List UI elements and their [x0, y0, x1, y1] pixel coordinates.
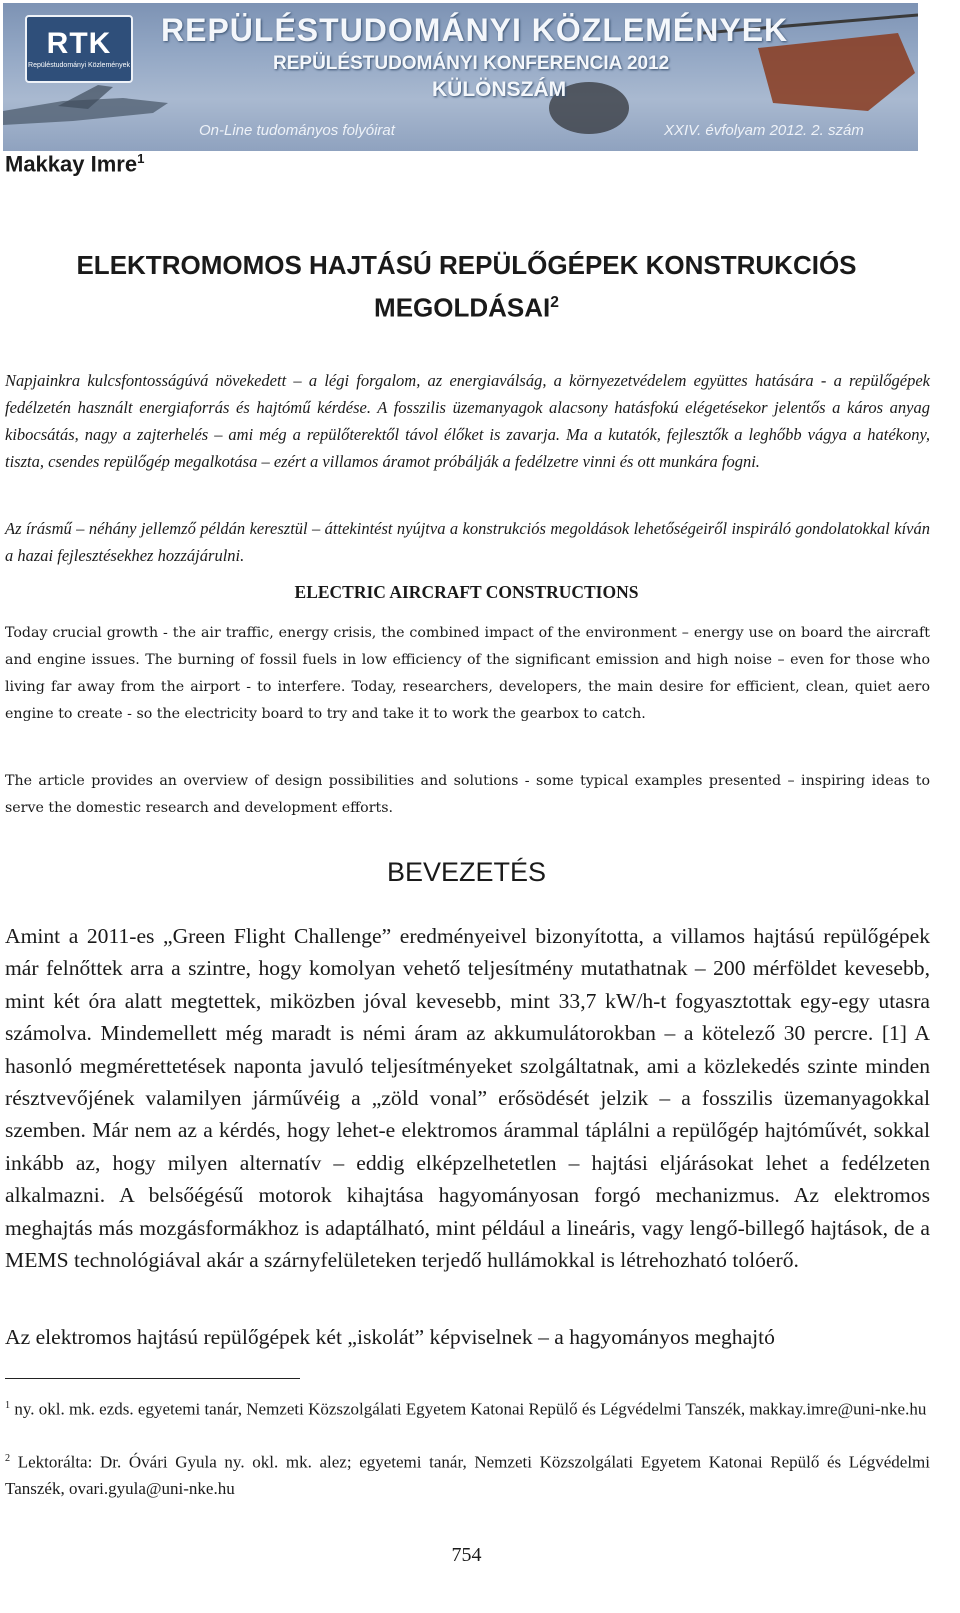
title-footnote-mark: 2 [550, 294, 559, 311]
footnote-mark: 2 [5, 1453, 11, 1464]
conference-title: REPÜLÉSTUDOMÁNYI KONFERENCIA 2012 [273, 53, 670, 74]
body-paragraph: Az elektromos hajtású repülőgépek két „iskolát” képviselnek – a hagyományos meghajtó [5, 1325, 775, 1349]
author-name-text: Makkay Imre [5, 151, 138, 177]
abstract-en-paragraph: Today crucial growth - the air traffic, energy crisis, the combined impact of the environment – energy use on board the aircraft and engine issues. The burning of fossil fuels in low efficiency of the significant emission and high noise – even for those who living far away from the airport - to interfere. Today, researchers, developers, the main desire for efficient, clean, quiet aero engine to create - so the electricity board to try and take it to work the gearbox to catch. [5, 625, 930, 722]
footnote [5, 1393, 930, 1423]
online-journal-label: On-Line tudományos folyóirat [199, 122, 395, 139]
logo-text: RTK [46, 27, 112, 60]
rtk-logo [25, 15, 133, 83]
paper-title-line1: ELEKTROMOMOS HAJTÁSÚ REPÜLŐGÉPEK KONSTRUKCIÓS [76, 250, 857, 280]
abstract-en-paragraph: The article provides an overview of design possibilities and solutions - some typical examples presented – inspiring ideas to serve the domestic research and development efforts. [5, 773, 930, 816]
footnote [5, 1446, 930, 1502]
author-name [5, 151, 144, 177]
page-number: 754 [451, 1544, 482, 1566]
english-title: ELECTRIC AIRCRAFT CONSTRUCTIONS [294, 582, 639, 602]
logo-subtext: Repüléstudományi Közlemények [28, 62, 130, 69]
body-paragraph: Amint a 2011-es „Green Flight Challenge” eredményeivel bizonyította, a villamos hajtású repülőgépek már felnőttek arra a szintre, hogy komolyan vehető teljesítmény mutathatnak – 200 mérföldet kevesebb, mint két óra alatt megtettek, miközben jóval kevesebb, mint 33,7 kW/h-t fogyasztottak egy-egy utasra számolva. Mindemellett még maradt is némi áram az akkumulátorokban – a kötelező 30 percre. [1] A hasonló megmérettetések naponta javuló teljesítményeket szolgáltatnak, ami a közlekedés szinte minden résztvevőjének valamilyen járművéig a „zöld vonal” erősödését jelzik – a fosszilis üzemanyagokkal szemben. Már nem az a kérdés, hogy lehet-e elektromos árammal táplálni a repülőgép hajtóművét, sokkal inkább az, hogy milyen alternatív – eddig elképzelhetetlen – hajtási eljárásokat lehet a fedélzeten alkalmazni. A belsőégésű motorok kihajtása hagyományosan forgó mechanizmus. Az elektromos meghajtás más mozgásformákhoz is adaptálható, mint például a lineáris, vagy lengő-billegő hajtások, de a MEMS technológiával akár a szárnyfelületeken terjedő hullámokkal is létrehozható tolóerő. [5, 924, 930, 1273]
footnote-text: ny. okl. mk. ezds. egyetemi tanár, Nemzeti Közszolgálati Egyetem Katonai Repülő és Légvédelmi Tanszék, makkay.imre@uni-nke.hu [14, 1399, 927, 1419]
footnote-text: Lektorálta: Dr. Óvári Gyula ny. okl. mk. alez; egyetemi tanár, Nemzeti Közszolgálati Egyetem Katonai Repülő és Légvédelmi Tanszék, ovari.gyula@uni-nke.hu [5, 1452, 930, 1498]
footnote-separator [5, 1378, 300, 1379]
journal-title: REPÜLÉSTUDOMÁNYI KÖZLEMÉNYEK [161, 12, 789, 48]
paper-title [0, 246, 933, 327]
section-heading: BEVEZETÉS [386, 857, 547, 887]
abstract-hu-paragraph: Az írásmű – néhány jellemző példán keresztül – áttekintést nyújtva a konstrukciós megoldások lehetőségeiről inspiráló gondolatokkal kíván a hazai fejlesztésekhez hozzájárulni. [5, 519, 930, 565]
volume-label: XXIV. évfolyam 2012. 2. szám [664, 122, 864, 139]
abstract-hu-paragraph: Napjainkra kulcsfontosságúvá növekedett – a légi forgalom, az energiaválság, a környezetvédelem együttes hatására - a repülőgépek fedélzetén használt energiaforrás és hajtómű kérdése. A fosszilis üzemanyagok alacsony hatásfokú elégetésekor jelentős a káros anyag kibocsátás, nagy a zajterhelés – ami még a repülőterektől távol élőket is zavarja. Ma a kutatók, fejlesztők a leghőbb vágya a hatékony, tiszta, csendes repülőgép megalkotása – ezért a villamos áramot próbálják a fedélzetre vinni és ott munkára fogni. [5, 371, 930, 471]
author-footnote-mark: 1 [137, 151, 145, 166]
paper-title-line2 [0, 284, 933, 327]
paper-title-line2-text: MEGOLDÁSAI [374, 292, 551, 323]
footnote-mark: 1 [5, 1400, 11, 1411]
special-issue: KÜLÖNSZÁM [432, 78, 567, 101]
journal-banner [3, 3, 918, 151]
